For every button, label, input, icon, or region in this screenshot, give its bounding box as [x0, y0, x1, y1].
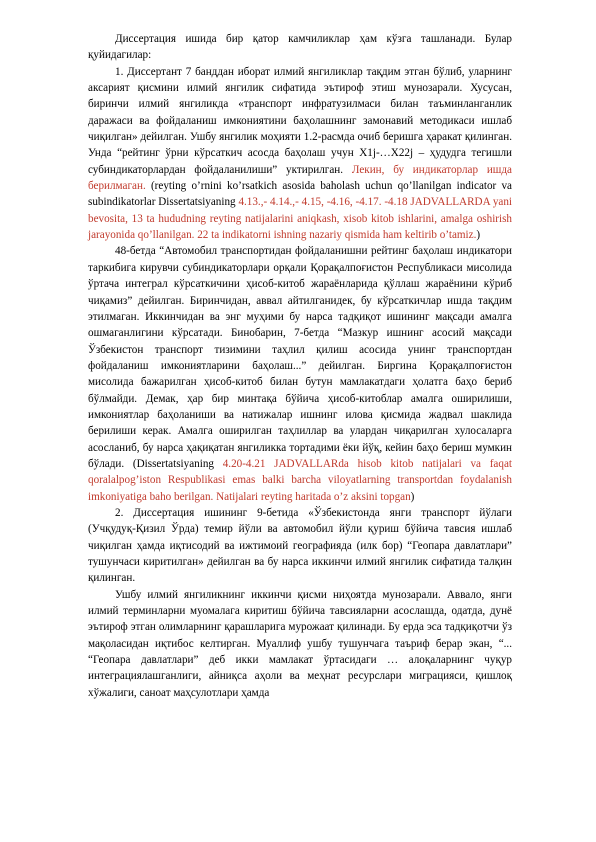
document-body — [88, 31, 512, 701]
paragraph-point-2: 2. Диссертация ишининг 9-бетида «Ўзбекистонда янги транспорт йўлаги (Учқудуқ-Қизил Ўрда) темир йўли ва автомобил йўли қуриш бўйича тавсия ишлаб чиқилган ҳамда иқтисодий ва ижтимоий географияда (илк бор) “Геопара давлатлари” тушунчаси киритилган» дейилган ва бу нарса иккинчи илмий янгилик сифатида талқин қилинган. — [88, 506, 512, 585]
point-1-reply-text: (reyting o’rnini ko’rsatkich asosida baholash uchun qo’llanilgan indicator va subindikatorlar Dissertatsiyaning — [88, 180, 512, 209]
point-1-red-note: Лекин, бу индикаторлар ишда берилмаган. — [88, 163, 512, 193]
paragraph-geopara: Ушбу илмий янгиликнинг иккинчи қисми ниҳоятда мунозарали. Аввало, янги илмий терминларни муомалага киритиш бўйича тавсияларни асослашда, одатда, дунё эътироф этган олимларнинг қарашларига мурожаат қилинади. Бу ерда эса тадқиқотчи ўз мақоласидан иқтибос келтирган. Муаллиф ушбу тушунчага таъриф берар экан, “... “Геопара давлатлари” деб икки мамлакат ўртасидаги … алоқаларнинг чуқур интеграциялашганлиги, айниқса аҳоли ва меҳнат ресурслари миграцияси, қишлоқ хўжалиги, саноат маҳсулотлари ҳамда — [88, 588, 512, 699]
page-48-red-reply: 4.20-4.21 JADVALLARda hisob kitob natijalari va faqat qoralalpog’iston Respublikasi emas balki barcha viloyatlarning transportdan foydalanish imkoniyatiga baho berilgan. Natijalari reyting haritada o’z aksini topgan — [88, 457, 512, 503]
paragraph-page-48: 48-бетда “Автомобил транспортидан фойдаланишни рейтинг баҳолаш индикатори таркибига кирувчи субиндикаторлари орқали Қорақалпоғистон Республикаси мисолида ўртача интеграл кўрсаткичини ҳисоб-китоб жараёнларида қўллаш жараёнини кўриб чиқамиз” дейилган. Биринчидан, аввал айтилганидек, бу кўрсаткичлар ишда тақдим этилмаган. Иккинчидан ва энг муҳими бу нарса тадқиқот ишининг мақсади амалга ошмаганлигини кўрсатади. Бинобарин, 7-бетда “Мазкур ишнинг асосий мақсади Ўзбекистон транспорт тизимини таҳлил қилиш асосида унинг транспортдан фойдаланиш имкониятларини баҳолаш...” дейилган. Биргина Қорақалпоғистон мисолида бажарилган ҳисоб-китоб билан бутун мамлакатдаги ҳолатга баҳо бериб бўлмайди. Демак, ҳар бир минтақа бўйича ҳисоб-китоблар амалга оширилиши, имкониятлар баҳоланиши ва натижалар ишнинг илова қисмида жадвал шаклида берилиши керак. Амалга оширилган таҳлиллар ва улардан чиқарилган хулосаларга асосланиб, бу нарса ҳақиқатан янгиликка тортадими ёки йўқ, кейин баҳо бериш мумкин бўлади. (Dissertatsiyaning 4.20-4.21 JADVALLARda hisob kitob natijalari va faqat qoralalpog’iston Respublikasi emas balki barcha viloyatlarning transportdan foydalanish imkoniyatiga baho berilgan. Natijalari reyting haritada o’z aksini topgan) — [88, 245, 512, 503]
paragraph-intro: Диссертация ишида бир қатор камчиликлар ҳам кўзга ташланади. Булар қуйидагилар: — [88, 33, 512, 62]
page-48-text: 48-бетда “Автомобил транспортидан фойдаланишни рейтинг баҳолаш индикатори таркибига кирувчи субиндикаторлари орқали Қорақалпоғистон Республикаси мисолида ўртача интеграл кўрсаткичини ҳисоб-китоб жараёнларида қўллаш жараёнини кўриб чиқамиз” дейилган. Биринчидан, аввал айтилганидек, бу кўрсаткичлар ишда тақдим этилмаган. Иккинчидан ва энг муҳими бу нарса тадқиқот ишининг мақсади амалга ошмаганлигини кўрсатади. Бинобарин, 7-бетда “Мазкур ишнинг асосий мақсади Ўзбекистон транспорт тизимини таҳлил қилиш асосида унинг транспортдан фойдаланиш имкониятларини баҳолаш...” дейилган. Биргина Қорақалпоғистон мисолида бажарилган ҳисоб-китоб билан бутун мамлакатдаги ҳолатга баҳо бериб бўлмайди. Демак, ҳар бир минтақа бўйича ҳисоб-китоблар амалга оширилиши, имкониятлар баҳоланиши ва натижалар ишнинг илова қисмида жадвал шаклида берилиши керак. Амалга оширилган таҳлиллар ва улардан чиқарилган хулосаларга асосланиб, бу нарса ҳақиқатан янгиликка тортадими ёки йўқ, кейин баҳо бериш мумкин бўлади. (Dissertatsiyaning — [88, 245, 512, 470]
point-1-text: 1. Диссертант 7 банддан иборат илмий янгиликлар тақдим этган бўлиб, уларнинг аксарият қисмини илмий янгилик сифатида эътироф этиш мунозарали. Хусусан, биринчи илмий янгиликда «транспорт инфратузилмаси билан таъминланганлик даражаси ва фойдаланиш имкониятини баҳолашнинг замонавий методикаси ишлаб чиқилган» дейилган. Ушбу янгилик моҳияти 1.2-расмда очиб беришга ҳаракат қилинган. Унда “рейтинг ўрни кўрсаткич асосда баҳолаш учун X1j-…X22j – ҳудудга тегишли субиндикаторлардан фойдаланилиши” уктирилган. — [88, 65, 512, 176]
point-1-red-reply: 4.13.,- 4.14.,- 4.15, -4.16, -4.17. -4.18 JADVALLARDA yani bevosita, 13 ta hududning reyting natijalarini aniqkash, xisob kitob ishlarini, amalga oshirish jarayonida qo’llanilgan. 22 ta indikatorni ishning nazariy qismida ham keltirib o’tamiz. — [88, 196, 512, 242]
paragraph-point-1: 1. Диссертант 7 банддан иборат илмий янгиликлар тақдим этган бўлиб, уларнинг аксарият қисмини илмий янгилик сифатида эътироф этиш мунозарали. Хусусан, биринчи илмий янгиликда «транспорт инфратузилмаси билан таъминланганлик даражаси ва фойдаланиш имкониятини баҳолашнинг замонавий методикаси ишлаб чиқилган» дейилган. Ушбу янгилик моҳияти 1.2-расмда очиб беришга ҳаракат қилинган. Унда “рейтинг ўрни кўрсаткич асосда баҳолаш учун X1j-…X22j – ҳудудга тегишли субиндикаторлардан фойдаланилиши” уктирилган. Лекин, бу индикаторлар ишда берилмаган. (reyting o’rnini ko’rsatkich asosida baholash uchun qo’llanilgan indicator va subindikatorlar Dissertatsiyaning 4.13.,- 4.14.,- 4.15, -4.16, -4.17. -4.18 JADVALLARDA yani bevosita, 13 ta hududning reyting natijalarini aniqkash, xisob kitob ishlarini, amalga oshirish jarayonida qo’llanilgan. 22 ta indikatorni ishning nazariy qismida ham keltirib o’tamiz.) — [88, 65, 512, 242]
